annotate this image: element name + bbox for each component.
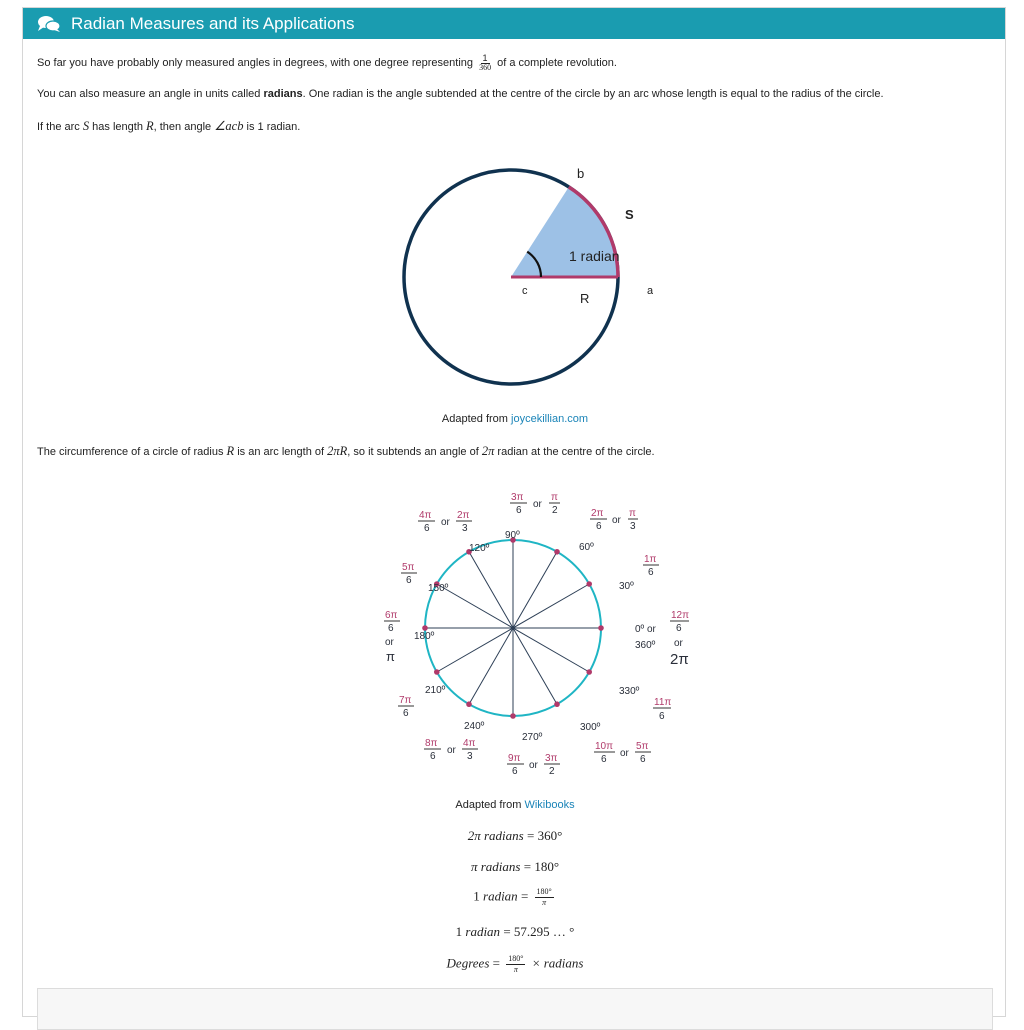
rad-pi: π xyxy=(386,649,395,664)
eq-term: radian xyxy=(483,888,518,904)
circumference-paragraph xyxy=(37,444,655,459)
eq-term: × radians xyxy=(531,955,584,971)
eq-term: 1 xyxy=(473,888,480,904)
eq-term: = xyxy=(492,955,500,971)
rad-0-label xyxy=(670,610,689,668)
rad-num: 4π xyxy=(419,510,432,521)
circ-text: , so it subtends an angle of xyxy=(347,446,479,458)
rad-num: 8π xyxy=(425,738,438,749)
intro-text: of a complete revolution. xyxy=(497,56,617,69)
angle-dot xyxy=(510,713,516,719)
content-card xyxy=(22,7,1006,1017)
chat-bubbles-icon xyxy=(37,15,61,33)
rad-or: or xyxy=(385,637,394,648)
caption-text: Adapted from xyxy=(455,799,522,811)
intro-paragraph-1 xyxy=(37,54,617,72)
rad-num: 12π xyxy=(671,610,690,621)
rad-num: 5π xyxy=(636,741,649,752)
intro-paragraph-3 xyxy=(37,118,300,134)
fraction-numerator: 1 xyxy=(482,53,488,63)
deg-210: 210º xyxy=(425,685,446,696)
rad-num: 6π xyxy=(385,610,398,621)
rad-den: 6 xyxy=(424,523,430,534)
rad-or: or xyxy=(441,517,450,528)
rad-num: 10π xyxy=(595,741,614,752)
angle-dot xyxy=(434,669,440,675)
rad-180-label xyxy=(384,610,400,664)
radian-diagram-caption xyxy=(23,413,1007,425)
rad-den: 6 xyxy=(406,575,412,586)
rad-num: 3π xyxy=(545,753,558,764)
math-two-pi: 2π xyxy=(481,444,495,458)
rad-num: 7π xyxy=(399,695,412,706)
rad-300-label xyxy=(594,741,651,765)
eq-term: radian xyxy=(465,924,501,939)
rad-90-label xyxy=(510,492,560,516)
label-c: c xyxy=(522,285,528,297)
rad-den: 3 xyxy=(630,521,636,532)
equation-degrees xyxy=(23,955,1007,974)
eq-term: 1 xyxy=(455,924,463,939)
eq-term: = 57.295 … ° xyxy=(503,924,575,939)
deg-330: 330º xyxy=(619,686,640,697)
fraction-denominator: 360 xyxy=(479,63,492,72)
intro-text: , then angle xyxy=(153,121,212,133)
eq-fraction xyxy=(535,888,554,907)
rad-den: 2 xyxy=(552,505,558,516)
intro-text: is 1 radian. xyxy=(246,121,301,133)
rad-den: 3 xyxy=(467,751,473,762)
eq-term: = 360° xyxy=(526,828,563,843)
rad-den: 6 xyxy=(516,505,522,516)
intro-text: You can also measure an angle in units called xyxy=(37,88,261,100)
label-a: a xyxy=(647,285,653,297)
rad-60-label xyxy=(590,508,638,532)
deg-60: 60º xyxy=(579,542,594,553)
eq-term: radians xyxy=(484,828,524,843)
rad-or: or xyxy=(529,760,538,771)
intro-text: . One radian is the angle subtended at the centre of the circle by an arc whose length is equal to the radius of the circle. xyxy=(302,88,884,100)
joycekillian-link[interactable]: joycekillian.com xyxy=(511,413,589,425)
eq-denominator: π xyxy=(542,898,547,907)
circ-text: radian at the centre of the circle. xyxy=(497,446,655,458)
rad-den: 3 xyxy=(462,523,468,534)
rad-num: π xyxy=(629,508,636,519)
rad-den: 6 xyxy=(430,751,436,762)
rad-den: 6 xyxy=(601,754,607,765)
deg-30: 30º xyxy=(619,581,634,592)
angle-dot xyxy=(586,669,592,675)
eq-fraction xyxy=(506,955,525,974)
section-header xyxy=(23,8,1005,39)
equation-2pi-radians xyxy=(23,828,1007,844)
rad-120-label xyxy=(418,510,472,534)
rad-den: 6 xyxy=(659,711,665,722)
circ-text: is an arc length of xyxy=(237,446,325,458)
rad-den: 2 xyxy=(549,766,555,777)
caption-text: Adapted from xyxy=(441,413,508,425)
angle-dot xyxy=(554,549,560,555)
rad-num: 2π xyxy=(591,508,604,519)
wikibooks-link[interactable]: Wikibooks xyxy=(524,799,575,811)
eq-term: 2π xyxy=(467,828,481,843)
eq-term: Degrees xyxy=(446,955,490,971)
rad-150-label xyxy=(401,562,417,586)
rad-den: 6 xyxy=(596,521,602,532)
rad-num: 1π xyxy=(644,554,657,565)
rad-den: 6 xyxy=(640,754,646,765)
eq-term: π xyxy=(470,859,478,874)
deg-150: 150º xyxy=(428,583,449,594)
rad-330-label xyxy=(653,697,671,722)
math-angle-acb: ∠acb xyxy=(214,119,244,133)
rad-den: 6 xyxy=(648,567,654,578)
intro-text: So far you have probably only measured angles in degrees, with one degree representing xyxy=(37,56,473,69)
eq-numerator: 180° xyxy=(508,954,524,963)
eq-term: radians xyxy=(480,859,521,874)
label-1-radian: 1 radian xyxy=(569,248,620,264)
eq-numerator: 180° xyxy=(536,887,552,896)
deg-300: 300º xyxy=(580,722,601,733)
deg-240: 240º xyxy=(464,721,485,732)
rad-or: or xyxy=(447,745,456,756)
circ-text: The circumference of a circle of radius xyxy=(37,446,224,458)
rad-den: 6 xyxy=(512,766,518,777)
deg-90: 90º xyxy=(505,530,520,541)
math-var-r: R xyxy=(226,444,235,458)
deg-360: 360º xyxy=(635,640,656,651)
angle-dot xyxy=(554,701,560,707)
next-section-box xyxy=(37,988,993,1030)
deg-180: 180º xyxy=(414,631,435,642)
equation-1-radian-decimal xyxy=(23,924,1007,940)
math-var-r: R xyxy=(146,119,154,133)
eq-denominator: π xyxy=(513,965,518,974)
eq-term: = 180° xyxy=(523,859,560,874)
math-var-s: S xyxy=(82,119,90,133)
radian-diagram xyxy=(393,158,653,398)
rad-or: or xyxy=(674,638,683,649)
label-b: b xyxy=(577,166,585,181)
radians-bold-term: radians xyxy=(263,88,303,100)
one-over-360-fraction xyxy=(479,54,491,72)
rad-num: 4π xyxy=(463,738,476,749)
angle-dot xyxy=(586,581,592,587)
rad-or: or xyxy=(612,515,621,526)
rad-num: 2π xyxy=(457,510,470,521)
angle-dot xyxy=(422,625,428,631)
rad-210-label xyxy=(398,695,414,719)
math-two-pi-r: 2πR xyxy=(327,444,348,458)
rad-num: 5π xyxy=(402,562,415,573)
rad-30-label xyxy=(643,554,659,578)
rad-two-pi: 2π xyxy=(670,651,689,668)
deg-270: 270º xyxy=(522,732,543,743)
rad-num: π xyxy=(551,492,558,503)
angle-dot xyxy=(598,625,604,631)
deg-0: 0º or xyxy=(635,624,656,635)
section-title: Radian Measures and its Applications xyxy=(71,13,355,33)
equation-1-radian-fraction xyxy=(23,888,1007,907)
angle-dot xyxy=(466,701,472,707)
rad-den: 6 xyxy=(403,708,409,719)
rad-or: or xyxy=(620,748,629,759)
equation-pi-radians xyxy=(23,859,1007,875)
deg-120: 120º xyxy=(469,543,490,554)
rad-den: 6 xyxy=(388,623,394,634)
label-s: S xyxy=(625,207,634,222)
rad-or: or xyxy=(533,499,542,510)
rad-num: 11π xyxy=(654,697,672,708)
label-r: R xyxy=(580,291,590,306)
eq-term: = xyxy=(520,888,529,904)
unit-circle-caption xyxy=(23,799,1007,811)
rad-270-label xyxy=(507,753,560,777)
rad-num: 3π xyxy=(511,492,524,503)
intro-paragraph-2 xyxy=(37,88,884,100)
rad-num: 9π xyxy=(508,753,521,764)
intro-text: If the arc xyxy=(37,121,80,133)
rad-den: 6 xyxy=(676,623,682,634)
unit-circle-diagram xyxy=(353,478,693,788)
intro-text: has length xyxy=(92,121,143,133)
rad-240-label xyxy=(424,738,478,762)
